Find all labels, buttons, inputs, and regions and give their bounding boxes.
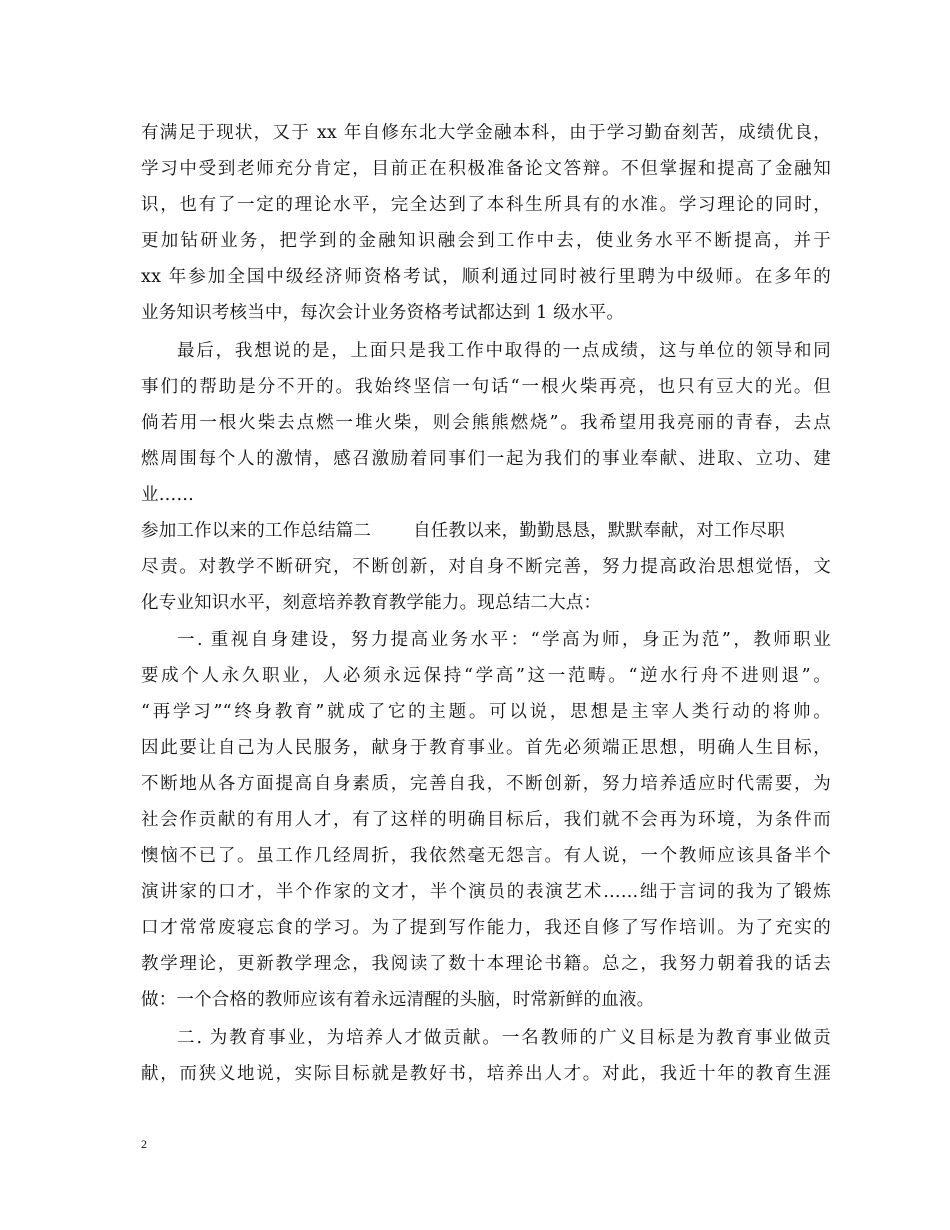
text-line: 尽责。对教学不断研究，不断创新，对自身不断完善，努力提高政治思想觉悟，文 bbox=[141, 557, 831, 577]
page-number: 2 bbox=[141, 1137, 147, 1151]
text-line: 事们的帮助是分不开的。我始终坚信一句话“一根火柴再亮，也只有豆大的光。但 bbox=[141, 377, 831, 397]
text-line: 学习中受到老师充分肯定，目前正在积极准备论文答辩。不但掌握和提高了金融知 bbox=[141, 159, 831, 179]
text-line: 社会作贡献的有用人才，有了这样的明确目标后，我们就不会再为环境，为条件而 bbox=[141, 810, 831, 830]
text-line: 倘若用一根火柴去点燃一堆火柴，则会熊熊燃烧”。我希望用我亮丽的青春，去点 bbox=[141, 413, 831, 433]
text-line: 因此要让自己为人民服务，献身于教育事业。首先必须端正思想，明确人生目标， bbox=[141, 738, 831, 758]
text-line: 一. 重视自身建设，努力提高业务水平：“学高为师，身正为范”，教师职业 bbox=[177, 630, 831, 650]
text-line: 燃周围每个人的激情，感召激励着同事们一起为我们的事业奉献、进取、立功、建 bbox=[141, 449, 831, 469]
section-heading: 参加工作以来的工作总结篇二 bbox=[141, 521, 372, 541]
text-line: 口才常常废寝忘食的学习。为了提到写作能力，我还自修了写作培训。为了充实的 bbox=[141, 918, 831, 938]
text-line: 二. 为教育事业，为培养人才做贡献。一名教师的广义目标是为教育事业做贡 bbox=[177, 1028, 831, 1048]
text-line: 懊恼不已了。虽工作几经周折，我依然毫无怨言。有人说，一个教师应该具备半个 bbox=[141, 846, 831, 866]
section-intro-text: 自任教以来，勤勤恳恳，默默奉献，对工作尽职 bbox=[413, 521, 785, 541]
text-line: 做：一个合格的教师应该有着永远清醒的头脑，时常新鲜的血液。 bbox=[141, 990, 655, 1010]
text-line: 最后，我想说的是，上面只是我工作中取得的一点成绩，这与单位的领导和同 bbox=[177, 341, 831, 361]
text-line: 不断地从各方面提高自身素质，完善自我，不断创新，努力培养适应时代需要，为 bbox=[141, 774, 831, 794]
text-line: 更加钻研业务，把学到的金融知识融会到工作中去，使业务水平不断提高，并于 bbox=[141, 231, 831, 251]
section-heading-line bbox=[141, 520, 831, 542]
text-line: 要成个人永久职业，人必须永远保持“学高”这一范畴。“逆水行舟不进则退”。 bbox=[141, 666, 831, 686]
text-line: 有满足于现状，又于 xx 年自修东北大学金融本科，由于学习勤奋刻苦，成绩优良， bbox=[141, 123, 831, 143]
text-line: 识，也有了一定的理论水平，完全达到了本科生所具有的水准。学习理论的同时， bbox=[141, 195, 831, 215]
text-line: “再学习”“终身教育”就成了它的主题。可以说，思想是主宰人类行动的将帅。 bbox=[141, 702, 831, 722]
text-line: 业…… bbox=[141, 485, 195, 505]
text-line: 化专业知识水平，刻意培养教育教学能力。现总结二大点： bbox=[141, 593, 602, 613]
text-line: 业务知识考核当中，每次会计业务资格考试都达到 1 级水平。 bbox=[141, 303, 625, 323]
text-line: 献，而狭义地说，实际目标就是教好书，培养出人才。对此，我近十年的教育生涯 bbox=[141, 1064, 831, 1084]
text-line: 演讲家的口才，半个作家的文才，半个演员的表演艺术……绌于言词的我为了锻炼 bbox=[141, 882, 831, 902]
text-line: xx 年参加全国中级经济师资格考试，顺利通过同时被行里聘为中级师。在多年的 bbox=[141, 267, 831, 287]
text-line: 教学理论，更新教学理念，我阅读了数十本理论书籍。总之，我努力朝着我的话去 bbox=[141, 954, 831, 974]
